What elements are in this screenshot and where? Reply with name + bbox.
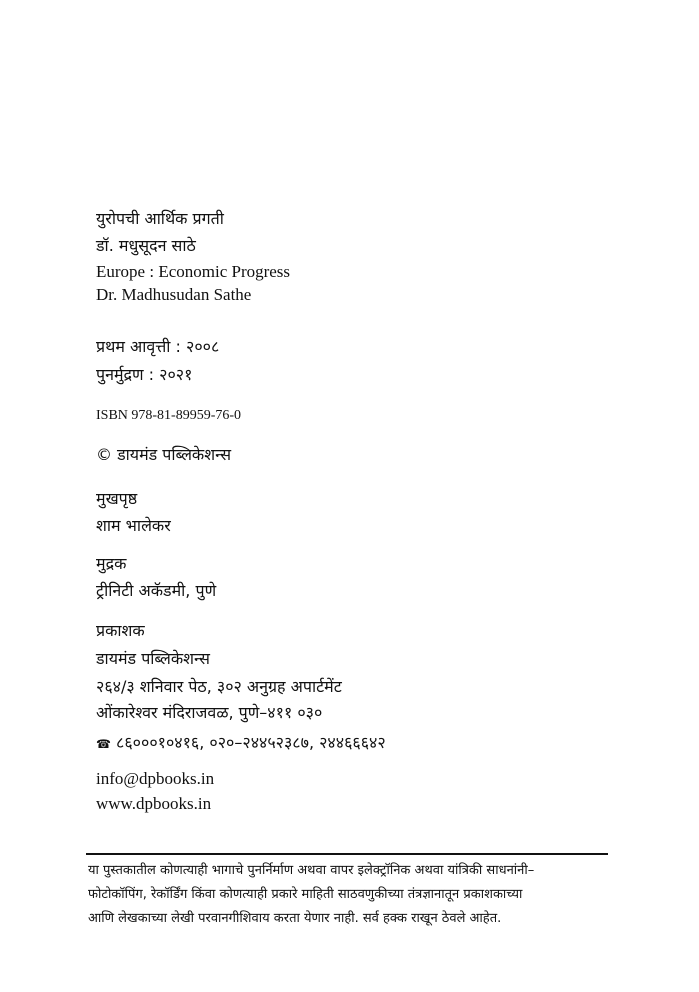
phone-icon: ☎ [96, 737, 111, 751]
divider [86, 853, 608, 855]
footer-line-3: आणि लेखकाच्या लेखी परवानगीशिवाय करता येणार नाही. सर्व हक्क राखून ठेवले आहेत. [88, 911, 502, 926]
footer-line-1: या पुस्तकातील कोणत्याही भागाचे पुनर्निर्माण अथवा वापर इलेक्ट्रॉनिक अथवा यांत्रिकी साधनांनी– [88, 863, 535, 878]
cover-artist: शाम भालेकर [96, 516, 171, 535]
address-line-1: २६४/३ शनिवार पेठ, ३०२ अनुग्रह अपार्टमेंट [96, 677, 342, 696]
publisher-label: प्रकाशक [96, 621, 145, 640]
title-english: Europe : Economic Progress [96, 262, 291, 281]
phone-numbers: ८६०००१०४१६, ०२०–२४४५२३८७, २४४६६६४२ [116, 733, 386, 752]
copyright: © डायमंड पब्लिकेशन्स [96, 445, 232, 464]
reprint: पुनर्मुद्रण : २०२१ [96, 365, 193, 384]
publisher: डायमंड पब्लिकेशन्स [96, 649, 210, 668]
author-english: Dr. Madhusudan Sathe [96, 285, 252, 304]
email-link[interactable]: info@dpbooks.in [96, 769, 215, 788]
footer-line-2: फोटोकॉपिंग, रेकॉर्डिंग किंवा कोणत्याही प्रकारे माहिती साठवणुकीच्या तंत्रज्ञानातून प्रकाशकाच्या [88, 887, 523, 902]
printer-label: मुद्रक [96, 554, 127, 573]
first-edition: प्रथम आवृत्ती : २००८ [96, 337, 220, 356]
title-marathi: युरोपची आर्थिक प्रगती [96, 209, 224, 228]
isbn: ISBN 978-81-89959-76-0 [96, 408, 242, 423]
website-link[interactable]: www.dpbooks.in [96, 794, 212, 813]
author-marathi: डॉ. मधुसूदन साठे [96, 236, 196, 255]
address-line-2: ओंकारेश्वर मंदिराजवळ, पुणे–४११ ०३० [96, 703, 323, 722]
cover-label: मुखपृष्ठ [96, 489, 138, 508]
printer: ट्रीनिटी अकॅडमी, पुणे [96, 581, 217, 600]
phone-line [96, 733, 386, 754]
